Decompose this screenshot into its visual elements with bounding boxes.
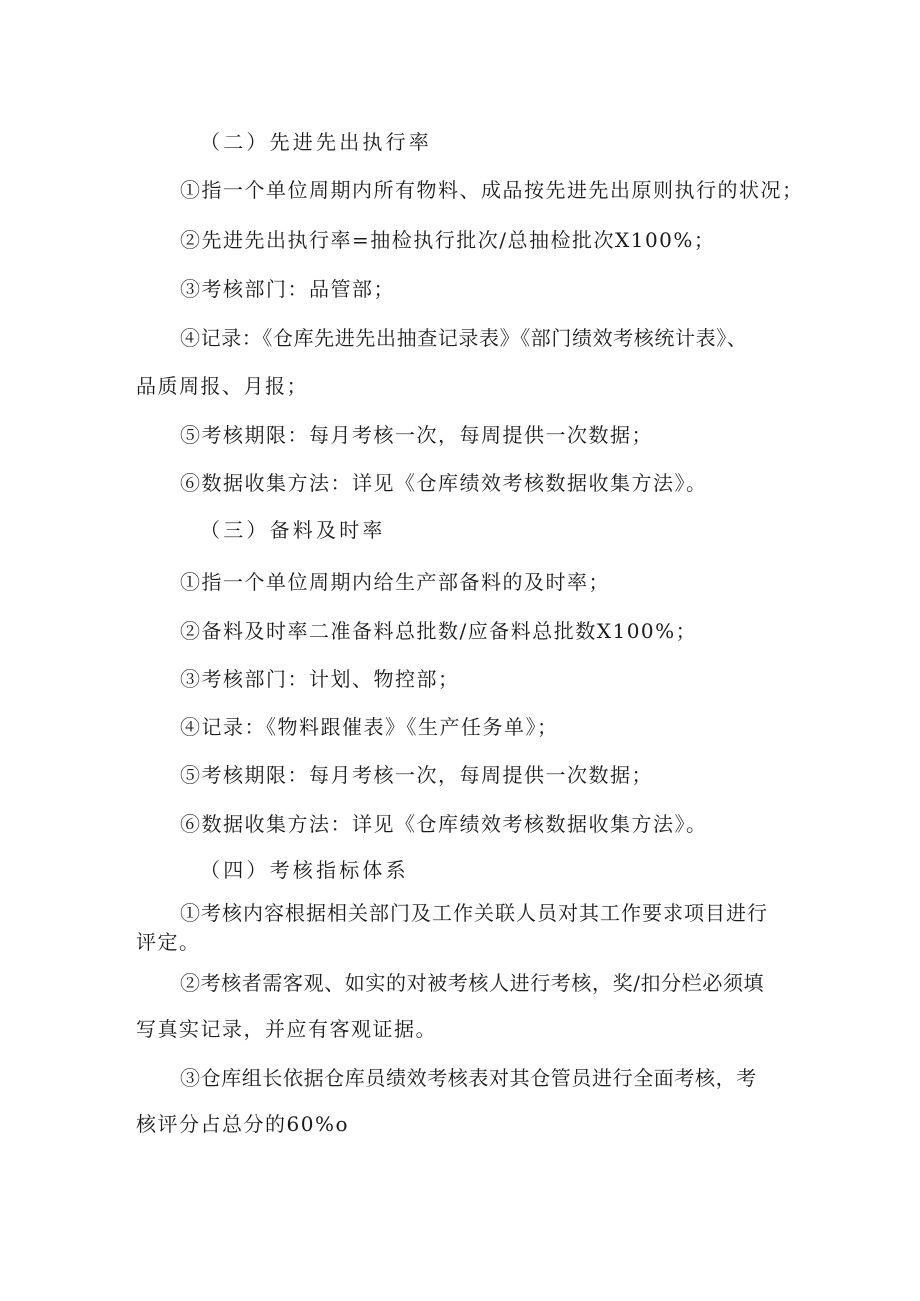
section-heading-2: （二）先进先出执行率 [200, 130, 432, 154]
paragraph-line: ⑤考核期限：每月考核一次，每周提供一次数据； [180, 763, 653, 787]
section-heading-3: （三）备料及时率 [200, 518, 386, 542]
section-heading-4: （四）考核指标体系 [200, 858, 409, 882]
paragraph-line: 品质周报、月报； [136, 374, 308, 398]
paragraph-line: 写真实记录，并应有客观证据。 [136, 1017, 437, 1041]
paragraph-line: ③考核部门：品管部； [180, 277, 395, 301]
paragraph-line: ①指一个单位周期内所有物料、成品按先进先出原则执行的状况； [180, 178, 804, 202]
paragraph-line: ④记录：《物料跟催表》《生产任务单》； [180, 715, 559, 739]
paragraph-line: 评定。 [136, 930, 201, 954]
paragraph-line: ①考核内容根据相关部门及工作关联人员对其工作要求项目进行 [180, 901, 768, 925]
paragraph-line: ②备料及时率二准备料总批数/应备料总批数X100%； [180, 619, 698, 643]
paragraph-line: ⑤考核期限：每月考核一次，每周提供一次数据； [180, 423, 653, 447]
paragraph-line: ④记录：《仓库先进先出抽查记录表》《部门绩效考核统计表》、 [180, 326, 748, 350]
paragraph-line: ③仓库组长依据仓库员绩效考核表对其仓管员进行全面考核，考 [180, 1066, 757, 1090]
paragraph-line: ⑥数据收集方法：详见《仓库绩效考核数据收集方法》。 [180, 812, 708, 836]
paragraph-line: ②先进先出执行率=抽检执行批次/总抽检批次X100%； [180, 228, 716, 252]
paragraph-line: ③考核部门：计划、物控部； [180, 667, 460, 691]
paragraph-line: ①指一个单位周期内给生产部备料的及时率； [180, 570, 610, 594]
paragraph-line: ⑥数据收集方法：详见《仓库绩效考核数据收集方法》。 [180, 471, 708, 495]
paragraph-line: 核评分占总分的60%o [136, 1112, 349, 1136]
paragraph-line: ②考核者需客观、如实的对被考核人进行考核，奖/扣分栏必须填 [180, 971, 765, 995]
